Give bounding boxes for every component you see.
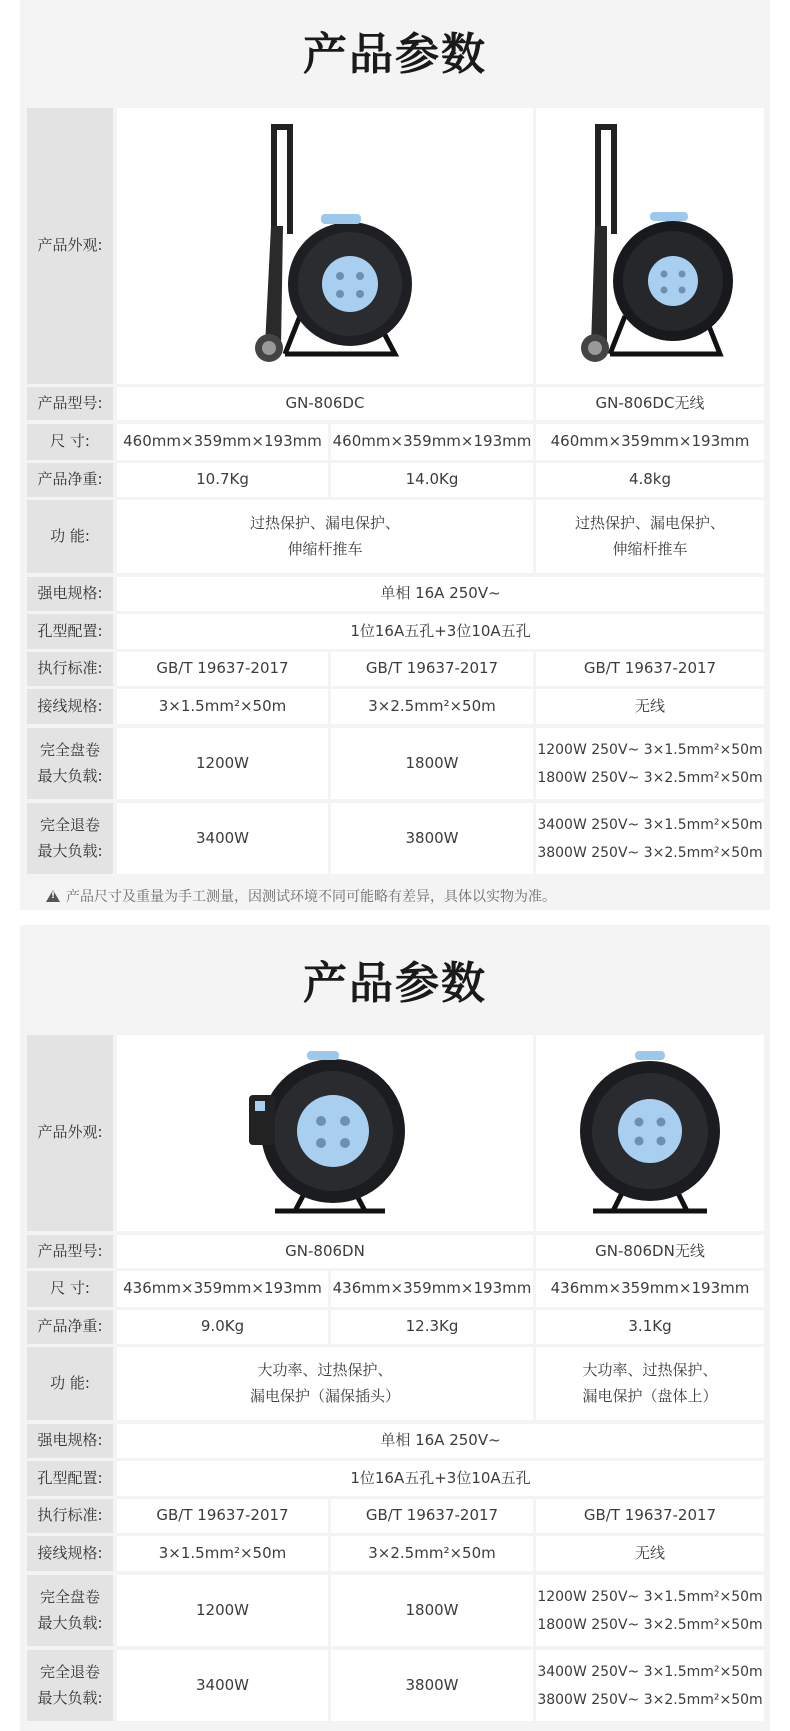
- size-3: 460mm×359mm×193mm: [536, 424, 764, 460]
- size-3: 436mm×359mm×193mm: [536, 1271, 764, 1307]
- function-a-line2: 漏电保护（漏保插头）: [249, 1386, 400, 1405]
- label-size: 尺 寸:: [27, 1271, 113, 1307]
- cable-reel-trolley-icon: [555, 116, 745, 376]
- label-uncoiled-load: [27, 803, 113, 874]
- uncoiled-load-3-line2: 3800W 250V~ 3×2.5mm²×50m: [537, 1691, 763, 1708]
- label-wiring: 接线规格:: [27, 1536, 113, 1571]
- label-weight: 产品净重:: [27, 463, 113, 497]
- size-2: 436mm×359mm×193mm: [331, 1271, 533, 1307]
- label-appearance: 产品外观:: [27, 1035, 113, 1231]
- function-a: [117, 500, 533, 573]
- uncoiled-load-2: 3800W: [331, 803, 533, 874]
- function-a-line1: 大功率、过热保护、: [257, 1361, 393, 1379]
- coiled-load-3-line1: 1200W 250V~ 3×1.5mm²×50m: [537, 741, 763, 758]
- label-sockets: 孔型配置:: [27, 614, 113, 649]
- model-b: GN-806DN无线: [536, 1235, 764, 1268]
- section-title: 产品参数: [303, 958, 487, 1009]
- uncoiled-load-1: 3400W: [117, 1650, 328, 1721]
- coiled-load-1: 1200W: [117, 1575, 328, 1646]
- label-function: 功 能:: [27, 1347, 113, 1420]
- uncoiled-load-3: [536, 803, 764, 874]
- label-power: 强电规格:: [27, 1424, 113, 1458]
- label-function: 功 能:: [27, 500, 113, 573]
- measurement-note-text: 产品尺寸及重量为手工测量，因测试环境不同可能略有差异，具体以实物为准。: [66, 889, 556, 905]
- function-b: [536, 1347, 764, 1420]
- label-coiled-load: [27, 728, 113, 799]
- label-uncoiled-load: [27, 1650, 113, 1721]
- function-a-line2: 伸缩杆推车: [287, 539, 363, 558]
- function-b-line1: 大功率、过热保护、: [582, 1361, 718, 1379]
- coiled-load-1: 1200W: [117, 728, 328, 799]
- wiring-1: 3×1.5mm²×50m: [117, 1536, 328, 1571]
- warning-icon: [46, 890, 60, 902]
- size-1: 460mm×359mm×193mm: [117, 424, 328, 460]
- label-uncoiled-line2: 最大负载:: [37, 841, 103, 860]
- weight-3: 4.8kg: [536, 463, 764, 497]
- standard-3: GB/T 19637-2017: [536, 652, 764, 686]
- label-power: 强电规格:: [27, 577, 113, 611]
- section-title: 产品参数: [303, 29, 487, 80]
- coiled-load-3: [536, 728, 764, 799]
- function-a: [117, 1347, 533, 1420]
- standard-2: GB/T 19637-2017: [331, 1499, 533, 1533]
- model-b: GN-806DC无线: [536, 387, 764, 420]
- standard-1: GB/T 19637-2017: [117, 1499, 328, 1533]
- wiring-2: 3×2.5mm²×50m: [331, 1536, 533, 1571]
- uncoiled-load-3-line2: 3800W 250V~ 3×2.5mm²×50m: [537, 844, 763, 861]
- function-b-line2: 伸缩杆推车: [612, 539, 688, 558]
- product-image-reel-stand-cordless: [536, 1035, 764, 1231]
- coiled-load-3-line2: 1800W 250V~ 3×2.5mm²×50m: [537, 769, 763, 786]
- label-standard: 执行标准:: [27, 1499, 113, 1533]
- weight-2: 12.3Kg: [331, 1310, 533, 1344]
- label-uncoiled-line2: 最大负载:: [37, 1688, 103, 1707]
- uncoiled-load-2: 3800W: [331, 1650, 533, 1721]
- label-uncoiled-line1: 完全退卷: [39, 1663, 100, 1681]
- standard-1: GB/T 19637-2017: [117, 652, 328, 686]
- wiring-2: 3×2.5mm²×50m: [331, 689, 533, 724]
- product-image-reel-trolley: [117, 108, 533, 384]
- power-spec: 单相 16A 250V~: [117, 577, 764, 611]
- label-coiled-line1: 完全盘卷: [39, 1588, 100, 1606]
- wiring-3: 无线: [536, 1536, 764, 1571]
- label-standard: 执行标准:: [27, 652, 113, 686]
- socket-config: 1位16A五孔+3位10A五孔: [117, 614, 764, 649]
- product-image-reel-trolley-cordless: [536, 108, 764, 384]
- label-weight: 产品净重:: [27, 1310, 113, 1344]
- label-appearance: 产品外观:: [27, 108, 113, 384]
- weight-2: 14.0Kg: [331, 463, 533, 497]
- cable-reel-stand-icon: [565, 1043, 735, 1223]
- coiled-load-3: [536, 1575, 764, 1646]
- coiled-load-3-line2: 1800W 250V~ 3×2.5mm²×50m: [537, 1616, 763, 1633]
- size-1: 436mm×359mm×193mm: [117, 1271, 328, 1307]
- function-b-line1: 过热保护、漏电保护、: [574, 514, 725, 532]
- measurement-note: [46, 886, 556, 906]
- label-coiled-load: [27, 1575, 113, 1646]
- weight-1: 9.0Kg: [117, 1310, 328, 1344]
- function-b-line2: 漏电保护（盘体上）: [582, 1386, 718, 1405]
- socket-config: 1位16A五孔+3位10A五孔: [117, 1461, 764, 1496]
- label-model: 产品型号:: [27, 387, 113, 420]
- coiled-load-3-line1: 1200W 250V~ 3×1.5mm²×50m: [537, 1588, 763, 1605]
- label-coiled-line1: 完全盘卷: [39, 741, 100, 759]
- standard-2: GB/T 19637-2017: [331, 652, 533, 686]
- power-spec: 单相 16A 250V~: [117, 1424, 764, 1458]
- size-2: 460mm×359mm×193mm: [331, 424, 533, 460]
- label-coiled-line2: 最大负载:: [37, 766, 103, 785]
- label-uncoiled-line1: 完全退卷: [39, 816, 100, 834]
- standard-3: GB/T 19637-2017: [536, 1499, 764, 1533]
- uncoiled-load-3: [536, 1650, 764, 1721]
- model-a: GN-806DC: [117, 387, 533, 420]
- model-a: GN-806DN: [117, 1235, 533, 1268]
- cable-reel-stand-icon: [235, 1043, 415, 1223]
- wiring-3: 无线: [536, 689, 764, 724]
- label-wiring: 接线规格:: [27, 689, 113, 724]
- function-b: [536, 500, 764, 573]
- weight-1: 10.7Kg: [117, 463, 328, 497]
- uncoiled-load-1: 3400W: [117, 803, 328, 874]
- coiled-load-2: 1800W: [331, 1575, 533, 1646]
- label-model: 产品型号:: [27, 1235, 113, 1268]
- product-image-reel-stand: [117, 1035, 533, 1231]
- uncoiled-load-3-line1: 3400W 250V~ 3×1.5mm²×50m: [537, 1663, 763, 1680]
- label-size: 尺 寸:: [27, 424, 113, 460]
- uncoiled-load-3-line1: 3400W 250V~ 3×1.5mm²×50m: [537, 816, 763, 833]
- label-coiled-line2: 最大负载:: [37, 1613, 103, 1632]
- function-a-line1: 过热保护、漏电保护、: [249, 514, 400, 532]
- weight-3: 3.1Kg: [536, 1310, 764, 1344]
- wiring-1: 3×1.5mm²×50m: [117, 689, 328, 724]
- cable-reel-trolley-icon: [225, 116, 425, 376]
- coiled-load-2: 1800W: [331, 728, 533, 799]
- label-sockets: 孔型配置:: [27, 1461, 113, 1496]
